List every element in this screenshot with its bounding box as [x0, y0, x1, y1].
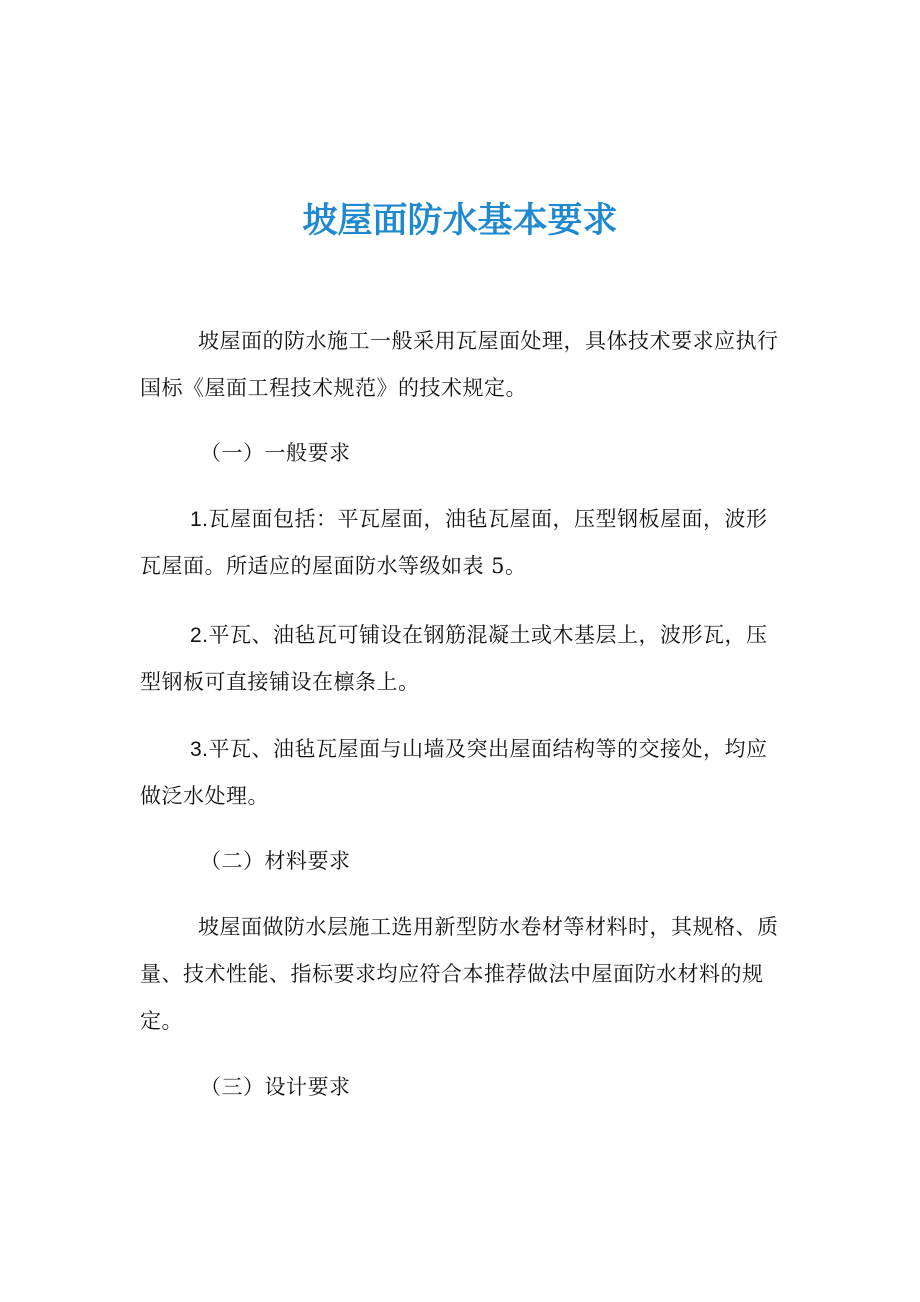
section-heading-design: （三）设计要求: [200, 1075, 351, 1099]
list-item: [140, 496, 780, 590]
list-item-number: 3.: [190, 738, 209, 761]
materials-paragraph: 坡屋面做防水层施工选用新型防水卷材等材料时，其规格、质量、技术性能、指标要求均应符合本推荐做法中屋面防水材料的规定。: [140, 915, 779, 1033]
list-item-text: 平瓦、油毡瓦屋面与山墙及突出屋面结构等的交接处，均应做泛水处理。: [140, 737, 768, 808]
list-item-text: 瓦屋面包括：平瓦屋面，油毡瓦屋面，压型钢板屋面，波形瓦屋面。所适应的屋面防水等级如表 5。: [140, 507, 768, 578]
intro-paragraph: 坡屋面的防水施工一般采用瓦屋面处理，具体技术要求应执行国标《屋面工程技术规范》的技术规定。: [140, 329, 779, 400]
document-title: 坡屋面防水基本要求: [302, 201, 618, 241]
section-heading-materials: （二）材料要求: [200, 849, 351, 873]
list-item: [140, 726, 780, 820]
list-item-number: 1.: [190, 508, 209, 531]
section-heading-general: （一）一般要求: [200, 441, 351, 465]
list-item: [140, 612, 780, 706]
list-item-text: 平瓦、油毡瓦可铺设在钢筋混凝土或木基层上，波形瓦，压型钢板可直接铺设在檩条上。: [140, 623, 768, 694]
list-item-number: 2.: [190, 624, 209, 647]
